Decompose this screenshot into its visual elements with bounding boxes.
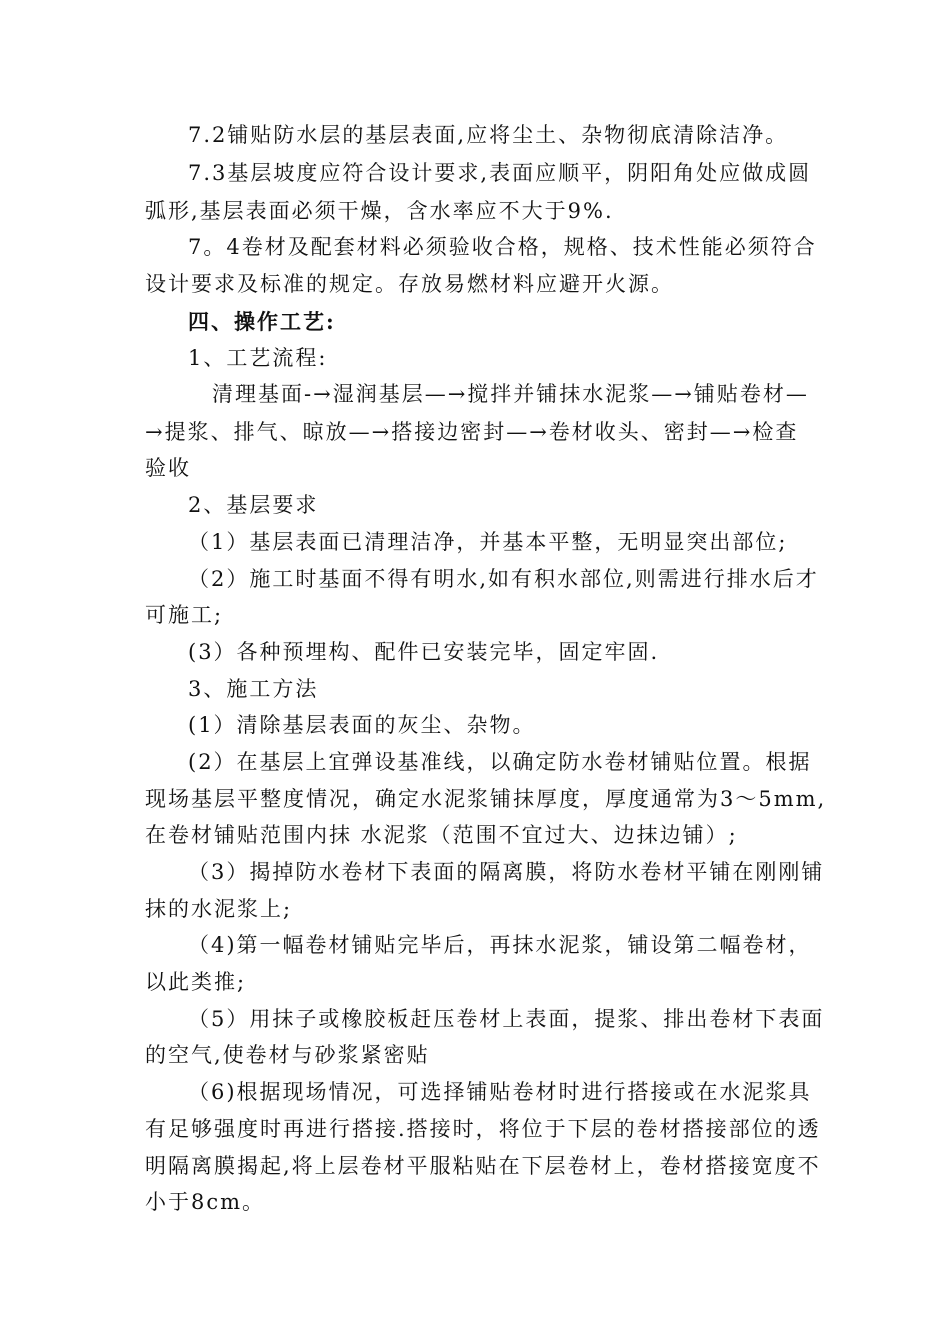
text-line: 清理基面-→湿润基层—→搅拌并铺抹水泥浆—→铺贴卷材— <box>212 382 809 406</box>
subsection-heading: 2、基层要求 <box>188 493 319 517</box>
text-line: （3）揭掉防水卷材下表面的隔离膜，将防水卷材平铺在刚刚铺 <box>188 860 825 884</box>
text-line: （5）用抹子或橡胶板赶压卷材上表面，提浆、排出卷材下表面 <box>188 1007 825 1031</box>
text-line: 抹的水泥浆上; <box>145 897 293 921</box>
text-line: 设计要求及标准的规定。存放易燃材料应避开火源。 <box>145 272 674 296</box>
text-line: (2）在基层上宜弹设基准线，以确定防水卷材铺贴位置。根据 <box>188 750 812 774</box>
text-line: (3）各种预埋构、配件已安装完毕，固定牢固. <box>188 640 660 664</box>
text-line: 可施工; <box>145 603 224 627</box>
text-line: 现场基层平整度情况，确定水泥浆铺抹厚度，厚度通常为3～5mm, <box>145 787 827 811</box>
text-line: （6)根据现场情况，可选择铺贴卷材时进行搭接或在水泥浆具 <box>188 1080 812 1104</box>
text-line: (1）清除基层表面的灰尘、杂物。 <box>188 713 536 737</box>
text-line: 的空气,使卷材与砂浆紧密贴 <box>145 1043 430 1067</box>
text-line: 7.2铺贴防水层的基层表面,应将尘土、杂物彻底清除洁净。 <box>188 123 789 147</box>
section-heading: 四、操作工艺: <box>188 309 336 334</box>
text-line: （4)第一幅卷材铺贴完毕后，再抹水泥浆，铺设第二幅卷材， <box>188 933 812 957</box>
text-line: →提浆、排气、晾放—→搭接边密封—→卷材收头、密封—→检查 <box>145 420 799 444</box>
text-line: （2）施工时基面不得有明水,如有积水部位,则需进行排水后才 <box>188 567 819 591</box>
text-line: 以此类推; <box>145 970 247 994</box>
subsection-heading: 3、施工方法 <box>188 677 319 701</box>
text-line: 7。4卷材及配套材料必须验收合格，规格、技术性能必须符合 <box>188 235 817 259</box>
text-line: 小于8cm。 <box>145 1190 266 1214</box>
text-line: 弧形,基层表面必须干燥，含水率应不大于9%. <box>145 199 614 223</box>
text-line: （1）基层表面已清理洁净，并基本平整，无明显突出部位; <box>188 530 788 554</box>
text-line: 明隔离膜揭起,将上层卷材平服粘贴在下层卷材上，卷材搭接宽度不 <box>145 1154 821 1178</box>
subsection-heading: 1、工艺流程: <box>188 346 328 370</box>
text-line: 有足够强度时再进行搭接.搭接时，将位于下层的卷材搭接部位的透 <box>145 1117 821 1141</box>
text-line: 7.3基层坡度应符合设计要求,表面应顺平，阴阳角处应做成圆 <box>188 161 812 185</box>
text-line: 验收 <box>145 456 191 480</box>
text-line: 在卷材铺贴范围内抹 水泥浆（范围不宜过大、边抹边铺）; <box>145 823 738 847</box>
